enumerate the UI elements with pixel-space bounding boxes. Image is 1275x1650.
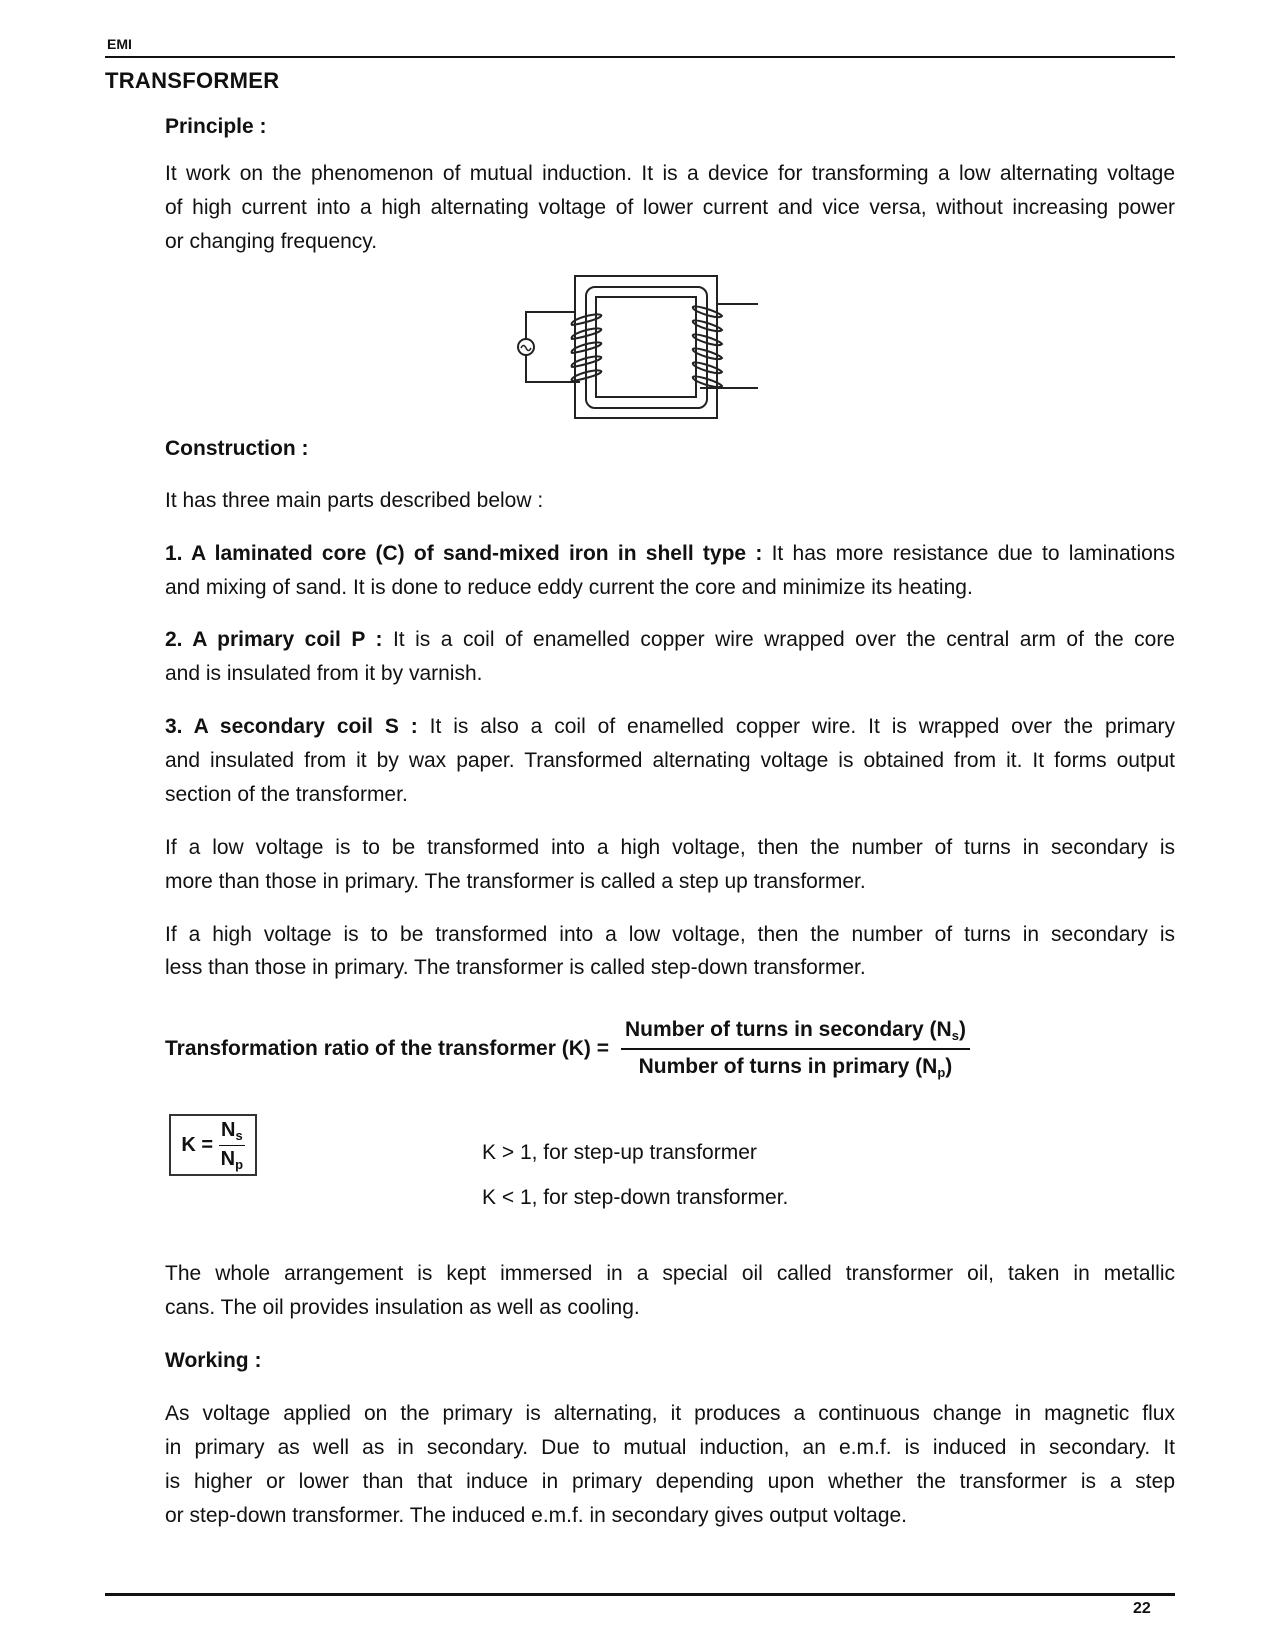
item-2-line-1: 2. A primary coil P : It is a coil of enamelled copper wire wrapped over the central arm of the core — [165, 628, 1175, 651]
k-fraction: $\frac{N_s}{N_p}$ — [220, 1118, 244, 1172]
item-1-line-2: and mixing of sand. It is done to reduce eddy current the core and minimize its heating. — [165, 576, 973, 599]
oil-line-2: cans. The oil provides insulation as well as cooling. — [165, 1296, 640, 1319]
item-3-label: 3. A secondary coil S : — [165, 715, 418, 738]
item-2-line-2: and is insulated from it by varnish. — [165, 662, 483, 685]
working-heading: Working : — [165, 1349, 262, 1372]
k-formula-box — [169, 1114, 257, 1176]
principle-heading: Principle : — [165, 115, 267, 138]
item-1-line-1: 1. A laminated core (C) of sand-mixed iron in shell type : It has more resistance due to laminations — [165, 542, 1175, 565]
item-1-label: 1. A laminated core (C) of sand-mixed iron in shell type : — [165, 542, 763, 565]
transformer-diagram — [500, 260, 780, 430]
principle-line-1: It work on the phenomenon of mutual induction. It is a device for transforming a low alternating voltage — [165, 162, 1175, 185]
formula-fraction — [621, 1018, 970, 1080]
construction-intro: It has three main parts described below : — [165, 489, 544, 512]
page-number: 22 — [1133, 1600, 1151, 1617]
core-inner — [596, 297, 696, 397]
working-line-2: in primary as well as in secondary. Due to mutual induction, an e.m.f. is induced in secondary. It — [165, 1436, 1175, 1459]
formula-numerator: Number of turns in secondary $(N_s)$ — [621, 1018, 970, 1050]
formula-lhs: Transformation ratio of the transformer (K) = — [165, 1037, 609, 1060]
condition-step-up: K > 1, for step-up transformer — [482, 1141, 757, 1164]
step-up-line-1: If a low voltage is to be transformed into a high voltage, then the number of turns in secondary is — [165, 836, 1175, 859]
item-3-line-3: section of the transformer. — [165, 783, 408, 806]
working-line-4: or step-down transformer. The induced e.m.f. in secondary gives output voltage. — [165, 1504, 908, 1527]
working-line-1: As voltage applied on the primary is alternating, it produces a continuous change in magnetic flux — [165, 1402, 1175, 1425]
item-3-line-1: 3. A secondary coil S : It is also a coil of enamelled copper wire. It is wrapped over the primary — [165, 715, 1175, 738]
item-2-label: 2. A primary coil P : — [165, 628, 383, 651]
step-down-line-1: If a high voltage is to be transformed into a low voltage, then the number of turns in secondary is — [165, 923, 1175, 946]
construction-heading: Construction : — [165, 437, 309, 460]
principle-line-3: or changing frequency. — [165, 230, 378, 253]
header-rule — [105, 56, 1175, 58]
core-middle — [586, 287, 707, 408]
running-header: EMI — [107, 36, 132, 52]
transformation-ratio-formula — [165, 1018, 970, 1080]
step-up-line-2: more than those in primary. The transformer is called a step up transformer. — [165, 870, 866, 893]
formula-denominator: Number of turns in primary $(N_p)$ — [638, 1055, 953, 1080]
k-lhs: K = — [181, 1133, 213, 1156]
step-down-line-2: less than those in primary. The transformer is called step-down transformer. — [165, 956, 866, 979]
item-3-line-2: and insulated from it by wax paper. Transformed alternating voltage is obtained from it. It forms output — [165, 749, 1175, 772]
condition-step-down: K < 1, for step-down transformer. — [482, 1186, 789, 1209]
footer-rule — [105, 1593, 1175, 1596]
oil-line-1: The whole arrangement is kept immersed in a special oil called transformer oil, taken in metallic — [165, 1262, 1175, 1285]
principle-line-2: of high current into a high alternating voltage of lower current and vice versa, without increasing power — [165, 196, 1175, 219]
working-line-3: is higher or lower than that induce in primary depending upon whether the transformer is a step — [165, 1470, 1175, 1493]
section-title: TRANSFORMER — [105, 68, 280, 93]
